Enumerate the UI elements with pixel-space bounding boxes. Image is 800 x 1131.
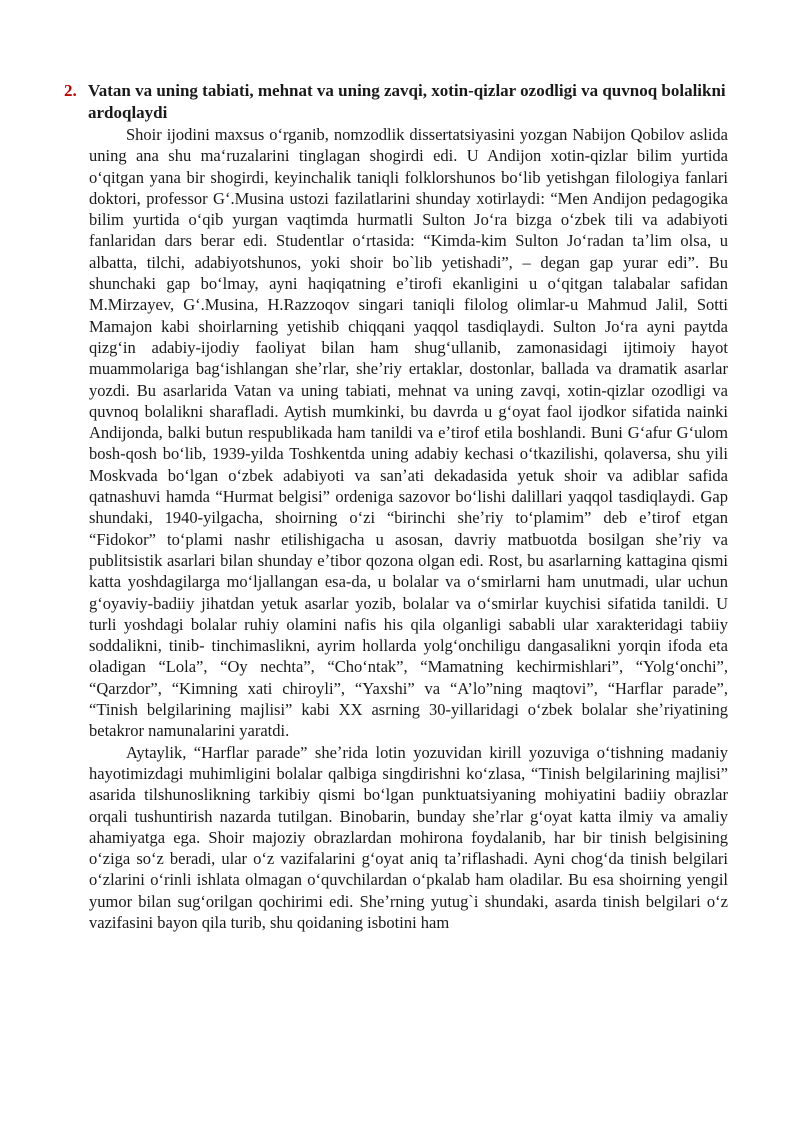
- section-number: 2.: [64, 81, 77, 100]
- section-heading: [64, 80, 728, 124]
- body-text: [89, 124, 728, 933]
- paragraph: Shoir ijodini maxsus oʻrganib, nomzodlik dissertatsiyasini yozgan Nabijon Qobilov aslida uning ana shu maʻruzalarini tinglagan shogirdi edi. U Andijon xotin-qizlar bilim yurtida oʻqitgan yana bir shogirdi, keyinchalik taniqli folklorshunos boʻlib yetishgan filologiya fanlari doktori, professor Gʻ.Musina ustozi fazilatlarini shunday xotirlaydi: “Men Andijon pedagogika bilim yurtida oʻqib yurgan vaqtimda hurmatli Sulton Joʻra bizga oʻzbek tili va adabiyoti fanlaridan dars berar edi. Studentlar oʻrtasida: “Kimda-kim Sulton Joʻradan taʼlim olsa, u albatta, tilchi, adabiyotshunos, yoki shoir bo`lib yetishadi”, – degan gap yurar edi”. Bu shunchaki gap boʻlmay, ayni haqiqatning eʼtirofi ekanligini u oʻqitgan talabalar safidan M.Mirzayev, Gʻ.Musina, H.Razzoqov singari taniqli filolog olimlar-u Mahmud Jalil, Sotti Mamajon kabi shoirlarning yetishib chiqqani yaqqol tasdiqlaydi. Sulton Joʻra ayni paytda qizgʻin adabiy-ijodiy faoliyat bilan ham shugʻullanib, zamonasidagi ijtimoiy hayot muammolariga bagʻishlangan sheʼrlar, sheʼriy ertaklar, dostonlar, ballada va dramatik asarlar yozdi. Bu asarlarida Vatan va uning tabiati, mehnat va uning zavqi, xotin-qizlar ozodligi va quvnoq bolalikni sharafladi. Aytish mumkinki, bu davrda u gʻoyat faol ijodkor sifatida nainki Andijonda, balki butun respublikada ham tanildi va eʼtirof etila boshlandi. Buni Gʻafur Gʻulom bosh-qosh boʻlib, 1939-yilda Toshkentda uning adabiy kechasi oʻtkazilishi, qolaversa, shu yili Moskvada boʻlgan oʻzbek adabiyoti va sanʼati dekadasida yetuk shoir va adiblar safida qatnashuvi hamda “Hurmat belgisi” ordeniga sazovor boʻlishi dalillari yaqqol tasdiqlaydi. Gap shundaki, 1940-yilgacha, shoirning oʻzi “birinchi sheʼriy toʻplamim” deb eʼtirof etgan “Fidokor” toʻplami nashr etilishigacha u asosan, davriy matbuotda bosilgan sheʼriy va publitsistik asarlari bilan shunday eʼtibor qozona olgan edi. Rost, bu asarlarning kattagina qismi katta yoshdagilarga moʻljallangan esa-da, u bolalar va oʻsmirlarni ham unutmadi, ular uchun gʻoyaviy-badiiy jihatdan yetuk asarlar yozib, bolalar va oʻsmirlar kuychisi sifatida tanildi. U turli yoshdagi bolalar ruhiy olamini nafis his qila olganligi sababli ular xarakteridagi tabiiy soddalikni, tinib- tinchimaslikni, ayrim hollarda yolgʻonchiligu dangasalikni yorqin ifoda eta oladigan “Lola”, “Oy nechta”, “Choʻntak”, “Mamatning kechirmishlari”, “Yolgʻonchi”, “Qarzdor”, “Kimning xati chiroyli”, “Yaxshi” va “A’lo”ning maqtovi”, “Harflar parade”, “Tinish belgilarining majlisi” kabi XX asrning 30-yillaridagi oʻzbek bolalar sheʼriyatining betakror namunalarini yaratdi.: [89, 125, 728, 741]
- paragraph: Aytaylik, “Harflar parade” sheʼrida lotin yozuvidan kirill yozuviga oʻtishning madaniy hayotimizdagi muhimligini bolalar qalbiga singdirishni koʻzlasa, “Tinish belgilarining majlisi” asarida tilshunoslikning tarkibiy qismi boʻlgan punktuatsiyaning mohiyatini badiiy obrazlar orqali tushuntirish nazarda tutilgan. Binobarin, bunday sheʼrlar gʻoyat katta ilmiy va amaliy ahamiyatga ega. Shoir majoziy obrazlardan mohirona foydalanib, har bir tinish belgisining oʻziga soʻz beradi, ular oʻz vazifalarini gʻoyat aniq taʼriflashadi. Ayni chogʻda tinish belgilari oʻzlarini oʻrinli ishlata olmagan oʻquvchilardan oʻpkalab ham oladilar. Bu esa shoirning yengil yumor bilan sugʻorilgan qochirimi edi. Sheʼrning yutug`i shundaki, asarda tinish belgilari oʻz vazifasini bayon qila turib, shu qoidaning isbotini ham: [89, 742, 728, 932]
- section-title: Vatan va uning tabiati, mehnat va uning zavqi, xotin-qizlar ozodligi va quvnoq bolalikni ardoqlaydi: [88, 81, 726, 122]
